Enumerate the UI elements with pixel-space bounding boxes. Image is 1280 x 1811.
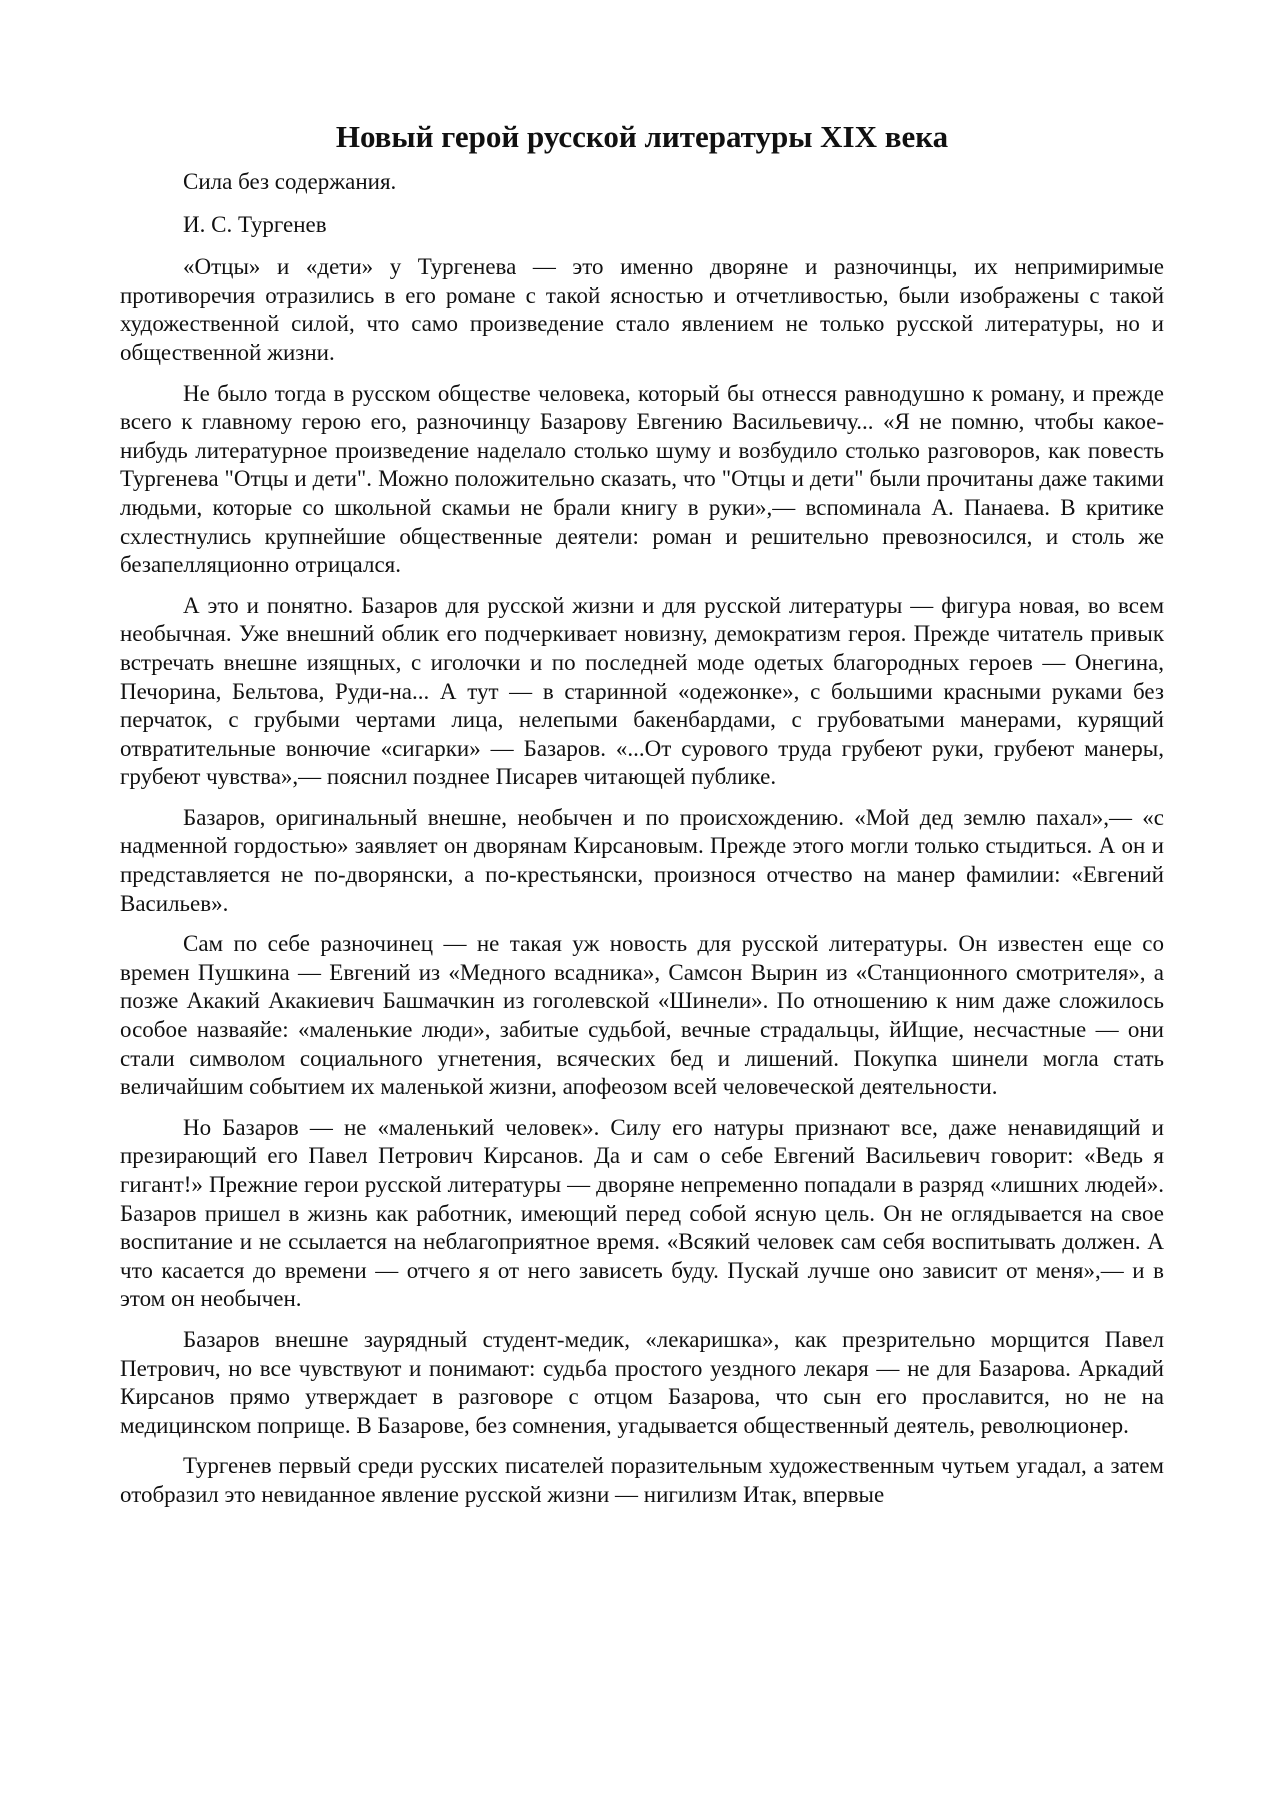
epigraph-author: И. С. Тургенев xyxy=(183,211,327,237)
document-body xyxy=(120,118,1164,1522)
paragraph: Тургенев первый среди русских писателей поразительным художественным чутьем угадал, а затем отобразил это невиданное явление русской жизни — нигилизм Итак, впервые xyxy=(120,1453,1164,1507)
paragraph: Базаров внешне заурядный студент-медик, «лекаришка», как презрительно морщится Павел Петрович, но все чувствуют и понимают: судьба простого уездного лекаря — не для Базарова. Аркадий Кирсанов прямо утверждает в разговоре с отцом Базарова, что сын его прославится, но не на медицинском поприще. В Базарове, без сомнения, угадывается общественный деятель, революционер. xyxy=(120,1326,1164,1438)
paragraph: А это и понятно. Базаров для русской жизни и для русской литературы — фигура новая, во всем необычная. Уже внешний облик его подчеркивает новизну, демократизм героя. Прежде читатель привык встречать внешне изящных, с иголочки и по последней моде одетых благородных героев — Онегина, Печорина, Бельтова, Руди-на... А тут — в старинной «одежонке», с большими красными руками без перчаток, с грубыми чертами лица, нелепыми бакенбардами, с грубоватыми манерами, курящий отвратительные вонючие «сигарки» — Базаров. «...От сурового труда грубеют руки, грубеют манеры, грубеют чувства»,— пояснил позднее Писарев читающей публике. xyxy=(120,592,1164,790)
page-title: Новый герой русской литературы XIX века xyxy=(335,119,949,154)
epigraph-text: Сила без содержания. xyxy=(183,169,397,194)
paragraph: Базаров, оригинальный внешне, необычен и по происхождению. «Мой дед землю пахал»,— «с надменной гордостью» заявляет он дворянам Кирсановым. Прежде этого могли только стыдиться. А он и представляется не по-дворянски, а по-крестьянски, произнося отчество на манер фамилии: «Евгений Васильев». xyxy=(120,804,1164,916)
paragraph: Не было тогда в русском обществе человека, который бы отнесся равнодушно к роману, и прежде всего к главному герою его, разночинцу Базарову Евгению Васильевичу... «Я не помню, чтобы какое-нибудь литературное произведение наделало столько шуму и возбудило столько разговоров, как повесть Тургенева "Отцы и дети". Можно положительно сказать, что "Отцы и дети" были прочитаны даже такими людьми, которые со школьной скамьи не брали книгу в руки»,— вспоминала А. Панаева. В критике схлестнулись крупнейшие общественные деятели: роман и решительно превозносился, и столь же безапелляционно отрицался. xyxy=(120,380,1164,578)
paragraph: Но Базаров — не «маленький человек». Силу его натуры признают все, даже ненавидящий и презирающий его Павел Петрович Кирсанов. Да и сам о себе Евгений Васильевич говорит: «Ведь я гигант!» Прежние герои русской литературы — дворяне непременно попадали в разряд «лишних людей». Базаров пришел в жизнь как работник, имеющий перед собой ясную цель. Он не оглядывается на свое воспитание и не ссылается на неблагоприятное время. «Всякий человек сам себя воспитывать должен. А что касается до времени — отчего я от него зависеть буду. Пускай лучше оно зависит от меня»,— и в этом он необычен. xyxy=(120,1114,1164,1312)
paragraph: «Отцы» и «дети» у Тургенева — это именно дворяне и разночинцы, их непримиримые противоречия отразились в его романе с такой ясностью и отчетливостью, были изображены с такой художественной силой, что само произведение стало явлением не только русской литературы, но и общественной жизни. xyxy=(120,254,1164,365)
paragraph: Сам по себе разночинец — не такая уж новость для русской литературы. Он известен еще со времен Пушкина — Евгений из «Медного всадника», Самсон Вырин из «Станционного смотрителя», а позже Акакий Акакиевич Башмачкин из гоголевской «Шинели». По отношению к ним даже сложилось особое назваяйе: «маленькие люди», забитые судьбой, вечные страдальцы, йИщие, несчастные — они стали символом социального угнетения, всяческих бед и лишений. Покупка шинели могла стать величайшим событием их маленькой жизни, апофеозом всей человеческой деятельности. xyxy=(120,931,1164,1100)
